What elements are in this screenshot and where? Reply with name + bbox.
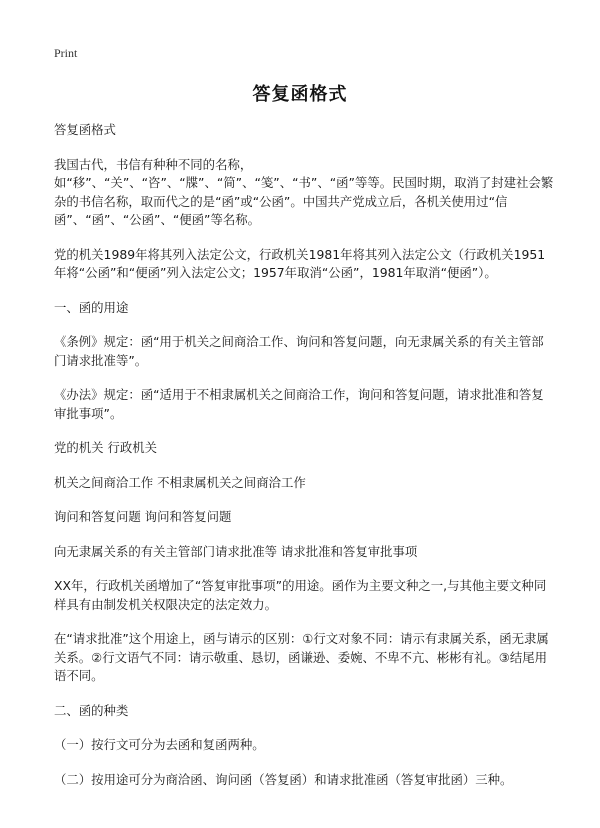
- paragraph-regulation: 《条例》规定：函“用于机关之间商洽工作、询问和答复问题，向无隶属关系的有关主管部门请求批准等”。: [54, 334, 544, 368]
- comparison-row-4: 向无隶属关系的有关主管部门请求批准等 请求批准和答复审批事项: [54, 543, 418, 559]
- comparison-row-3: 询问和答复问题 询问和答复问题: [54, 509, 232, 524]
- comparison-row-1: 党的机关 行政机关: [54, 440, 158, 455]
- paragraph-new-usage: XX年，行政机关函增加了“答复审批事项”的用途。函作为主要文种之一,与其他主要文种同样具有由制发机关权限决定的法定效力。: [54, 578, 547, 612]
- print-label: Print: [54, 46, 78, 60]
- section-heading-usage: 一、函的用途: [54, 299, 129, 315]
- page-title: 答复函格式: [252, 84, 348, 105]
- paragraph-type-2: （二）按用途可分为商洽函、询问函（答复函）和请求批准函（答复审批函）三种。: [54, 771, 513, 787]
- paragraph-subtitle: 答复函格式: [54, 122, 116, 137]
- comparison-row-2: 机关之间商洽工作 不相隶属机关之间商洽工作: [54, 474, 306, 490]
- paragraph-history: 我国古代，书信有种种不同的名称，如“移”、“关”、“咨”、“牒”、“简”、“笺”、“书”、“函”等等。民国时期，取消了封建社会繁杂的书信名称，取而代之的是“函”或“公函”。中国共产党成立后，各机关使用过“信函”、“函”、“公函”、“便函”等名称。: [54, 156, 554, 227]
- document-body: [54, 121, 554, 805]
- paragraph-type-1: （一）按行文可分为去函和复函两种。: [54, 737, 265, 752]
- paragraph-measures: 《办法》规定：函“适用于不相隶属机关之间商洽工作，询问和答复问题，请求批准和答复审批事项”。: [54, 387, 544, 421]
- section-heading-types: 二、函的种类: [54, 702, 129, 718]
- paragraph-legal-status: 党的机关1989年将其列入法定公文，行政机关1981年将其列入法定公文（行政机关1951年将“公函”和“便函”列入法定公文；1957年取消“公函”，1981年取消“便函”）。: [54, 246, 546, 280]
- paragraph-difference: 在“请求批准”这个用途上，函与请示的区别：①行文对象不同：请示有隶属关系，函无隶属关系。②行文语气不同：请示敬重、恳切，函谦逊、委婉、不卑不亢、彬彬有礼。③结尾用语不同。: [54, 631, 549, 683]
